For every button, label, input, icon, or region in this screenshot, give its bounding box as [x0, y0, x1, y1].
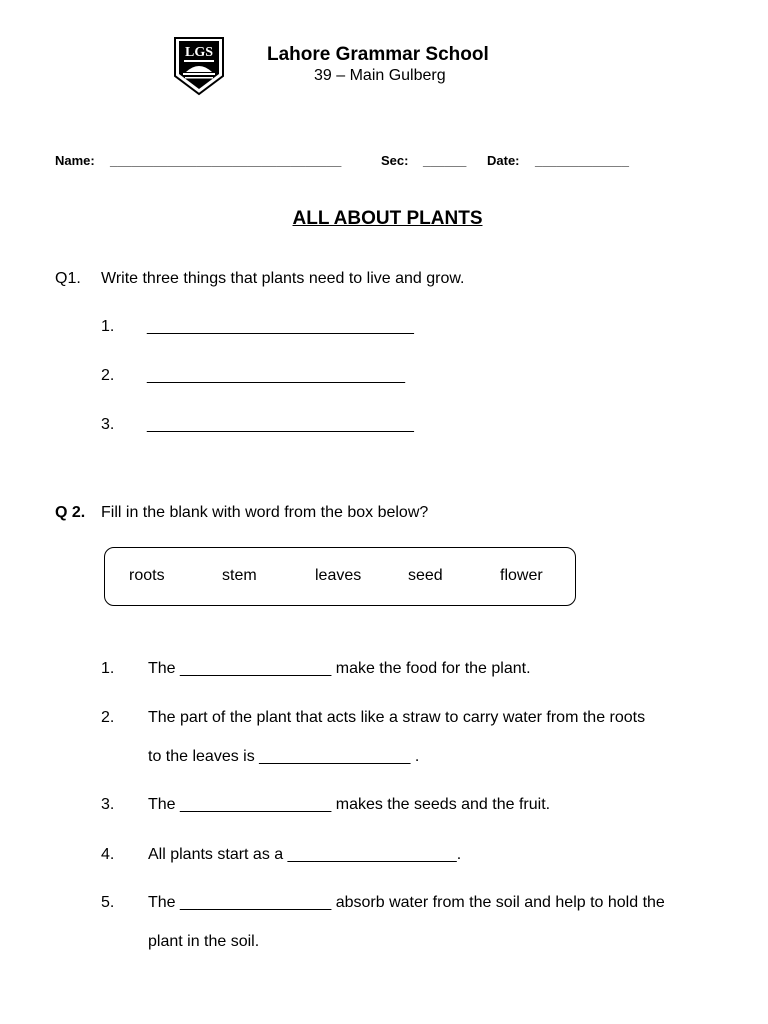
q2-prompt: Fill in the blank with word from the box below? — [101, 504, 429, 521]
q2-item-1-text: The _________________ make the food for the plant. — [148, 660, 531, 677]
q2-item-2-text: The part of the plant that acts like a straw to carry water from the roots — [148, 709, 646, 726]
q2-number: Q 2. — [55, 504, 86, 521]
school-name: Lahore Grammar School — [267, 44, 489, 65]
sec-label: Sec: — [381, 153, 409, 168]
q2-item-5-text: The _________________ absorb water from the soil and help to hold the — [148, 894, 665, 911]
word-bank-item: flower — [500, 567, 543, 584]
q2-item-4-text: All plants start as a ___________________. — [148, 846, 462, 863]
q2-item-5-number: 5. — [101, 894, 115, 911]
logo-text: LGS — [184, 45, 214, 60]
q2-item-2-text-continued: to the leaves is _________________ . — [148, 748, 420, 765]
q2-item-3-text: The _________________ makes the seeds and the fruit. — [148, 796, 551, 813]
q2-item-5-text-continued: plant in the soil. — [148, 933, 260, 950]
q2-item-3-number: 3. — [101, 796, 115, 813]
word-bank-item: leaves — [315, 567, 362, 584]
q2-item-4-number: 4. — [101, 846, 115, 863]
name-label: Name: — [55, 153, 95, 168]
q1-answer-1-number: 1. — [101, 318, 115, 335]
q1-answer-1-blank[interactable]: ______________________________ — [147, 318, 414, 335]
word-bank-item: stem — [222, 567, 257, 584]
q2-item-2-number: 2. — [101, 709, 115, 726]
sec-blank[interactable]: ______ — [423, 153, 467, 168]
school-crest-logo — [172, 36, 226, 96]
word-bank-item: roots — [129, 567, 165, 584]
school-address: 39 – Main Gulberg — [314, 67, 446, 84]
q1-answer-2-number: 2. — [101, 367, 115, 384]
q1-number: Q1. — [55, 270, 81, 287]
worksheet-title: ALL ABOUT PLANTS — [292, 208, 483, 229]
date-label: Date: — [487, 153, 520, 168]
q1-answer-3-blank[interactable]: ______________________________ — [147, 416, 414, 433]
q1-prompt: Write three things that plants need to live and grow. — [101, 270, 465, 287]
date-blank[interactable]: _____________ — [535, 153, 629, 168]
q1-answer-3-number: 3. — [101, 416, 115, 433]
name-blank[interactable]: ________________________________ — [110, 153, 342, 168]
q2-item-1-number: 1. — [101, 660, 115, 677]
q1-answer-2-blank[interactable]: _____________________________ — [147, 367, 406, 384]
word-bank-item: seed — [408, 567, 443, 584]
